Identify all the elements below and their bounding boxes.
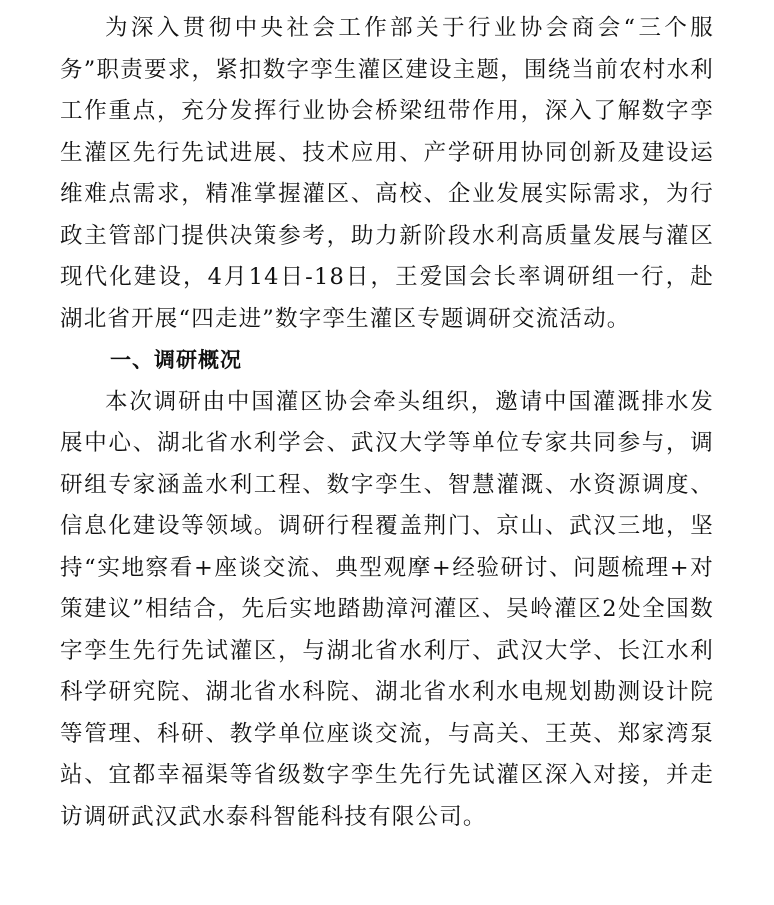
overview-paragraph: 本次调研由中国灌区协会牵头组织，邀请中国灌溉排水发展中心、湖北省水利学会、武汉大学等单位专家共同参与，调研组专家涵盖水利工程、数字孪生、智慧灌溉、水资源调度、信息化建设等领域。调研行程覆盖荆门、京山、武汉三地，坚持“实地察看+座谈交流、典型观摩+经验研讨、问题梳理+对策建议”相结合，先后实地踏勘漳河灌区、吴岭灌区2处全国数字孪生先行先试灌区，与湖北省水利厅、武汉大学、长江水利科学研究院、湖北省水科院、湖北省水利水电规划勘测设计院等管理、科研、教学单位座谈交流，与高关、王英、郑家湾泵站、宜都幸福渠等省级数字孪生先行先试灌区深入对接，并走访调研武汉武水泰科智能科技有限公司。 <box>60 388 714 830</box>
intro-paragraph: 为深入贯彻中央社会工作部关于行业协会商会“三个服务”职责要求，紧扣数字孪生灌区建设主题，围绕当前农村水利工作重点，充分发挥行业协会桥梁纽带作用，深入了解数字孪生灌区先行先试进展、技术应用、产学研用协同创新及建设运维难点需求，精准掌握灌区、高校、企业发展实际需求，为行政主管部门提供决策参考，助力新阶段水利高质量发展与灌区现代化建设，4月14日-18日，王爱国会长率调研组一行，赴湖北省开展“四走进”数字孪生灌区专题调研交流活动。 <box>60 15 714 332</box>
section-heading: 一、调研概况 <box>110 348 242 372</box>
